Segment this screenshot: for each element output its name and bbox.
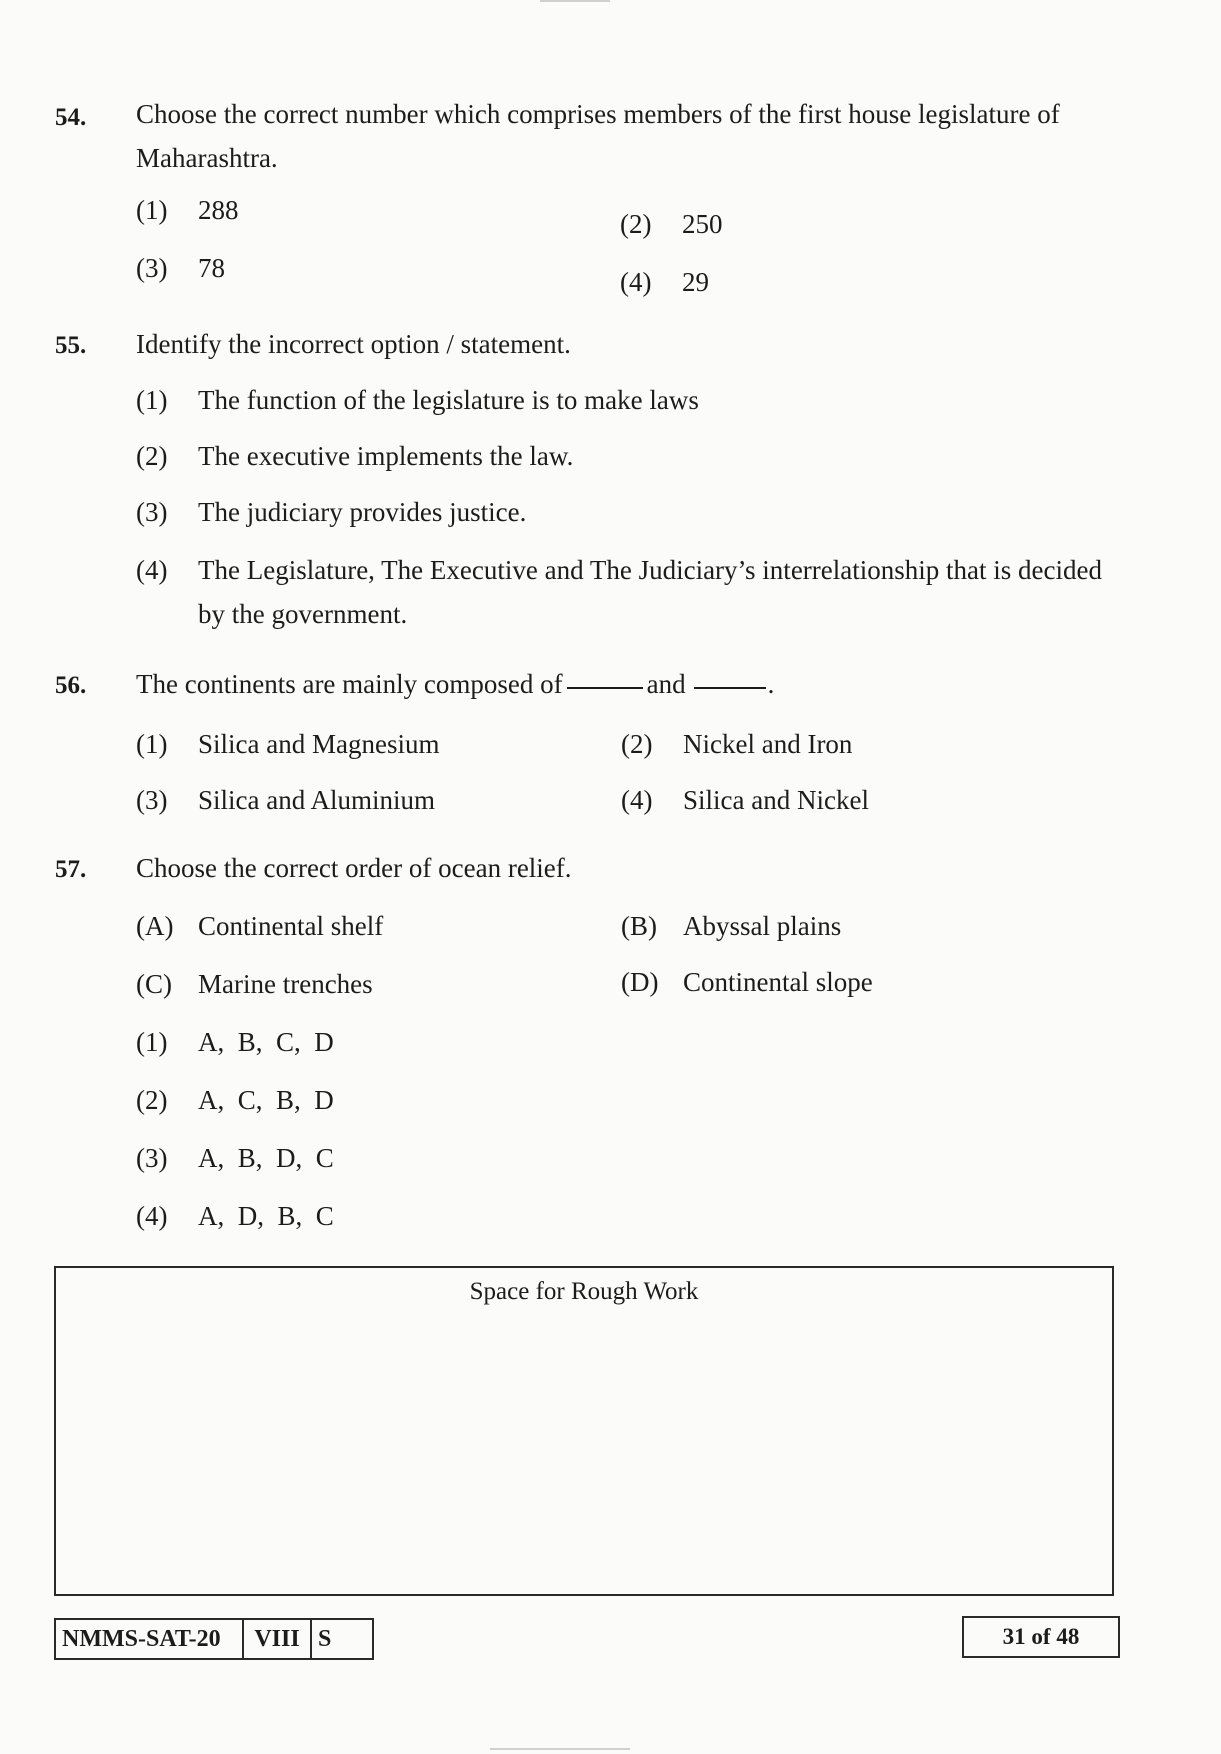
option-text: The judiciary provides justice. <box>198 497 527 527</box>
option-4[interactable] <box>136 1198 334 1234</box>
option-label: (1) <box>136 1027 168 1057</box>
option-text: Silica and Aluminium <box>198 785 435 815</box>
option-text: 250 <box>682 209 723 239</box>
question-number: 57. <box>55 856 87 883</box>
item-label: (A) <box>136 911 174 941</box>
item-label: (B) <box>621 911 657 941</box>
option-label: (4) <box>136 555 168 585</box>
option-text: The executive implements the law. <box>198 441 574 471</box>
item-text: Continental shelf <box>198 911 384 941</box>
option-label: (4) <box>620 267 652 297</box>
option-3[interactable] <box>136 494 526 530</box>
paper-code-box <box>54 1618 374 1660</box>
option-2[interactable] <box>621 726 852 762</box>
option-label: (1) <box>136 195 168 225</box>
option-2[interactable] <box>136 1082 334 1118</box>
option-label: (1) <box>136 385 168 415</box>
item-label: (C) <box>136 969 172 999</box>
option-label: (4) <box>136 1201 168 1231</box>
question-number: 55. <box>55 332 87 359</box>
item-a <box>136 908 383 944</box>
option-1[interactable] <box>136 1024 334 1060</box>
item-text: Continental slope <box>683 967 873 997</box>
option-label: (3) <box>136 253 168 283</box>
section-code: S <box>318 1625 332 1652</box>
rough-work-title: Space for Rough Work <box>469 1278 699 1305</box>
option-label: (1) <box>136 729 168 759</box>
option-1[interactable] <box>136 192 239 228</box>
option-text: A, B, C, D <box>198 1027 334 1057</box>
class-code: VIII <box>244 1620 312 1658</box>
option-label: (2) <box>136 441 168 471</box>
option-4[interactable] <box>621 782 869 818</box>
scan-artifact <box>540 0 610 2</box>
item-c <box>136 966 373 1002</box>
option-text: 78 <box>198 253 225 283</box>
page-number: 31 of 48 <box>962 1616 1120 1658</box>
answer-blank <box>694 687 766 689</box>
option-label: (3) <box>136 497 168 527</box>
option-1[interactable] <box>136 382 699 418</box>
option-text: A, B, D, C <box>198 1143 334 1173</box>
option-label: (3) <box>136 1143 168 1173</box>
option-text: The function of the legislature is to make laws <box>198 385 699 415</box>
question-text-start: The continents are mainly composed of <box>136 669 563 699</box>
option-2[interactable] <box>136 438 573 474</box>
question-number: 54. <box>55 104 87 131</box>
answer-blank <box>567 687 643 689</box>
option-text: 29 <box>682 267 709 297</box>
option-text: Silica and Magnesium <box>198 729 440 759</box>
option-3[interactable] <box>136 1140 334 1176</box>
option-3[interactable] <box>136 250 225 286</box>
item-label: (D) <box>621 967 659 997</box>
question-text: Choose the correct number which comprises members of the first house legislature of Maharashtra. <box>136 99 1060 173</box>
option-4[interactable] <box>620 264 709 300</box>
item-text: Abyssal plains <box>683 911 842 941</box>
option-text: The Legislature, The Executive and The Judiciary’s interrelationship that is decided by the government. <box>198 555 1102 629</box>
option-label: (2) <box>620 209 652 239</box>
option-label: (4) <box>621 785 653 815</box>
paper-code: NMMS-SAT-20 <box>56 1620 244 1658</box>
question-text-mid: and <box>646 669 686 699</box>
option-text: A, C, B, D <box>198 1085 334 1115</box>
option-label: (2) <box>136 1085 168 1115</box>
rough-work-box[interactable] <box>54 1266 1114 1596</box>
item-d <box>621 964 873 1000</box>
option-1[interactable] <box>136 726 439 762</box>
option-2[interactable] <box>620 206 723 242</box>
option-label: (3) <box>136 785 168 815</box>
item-text: Marine trenches <box>198 969 373 999</box>
option-text: Silica and Nickel <box>683 785 869 815</box>
option-3[interactable] <box>136 782 435 818</box>
question-text-end: . <box>767 669 775 699</box>
question-text <box>136 662 1116 706</box>
item-b <box>621 908 841 944</box>
question-number: 56. <box>55 672 87 699</box>
option-text: A, D, B, C <box>198 1201 334 1231</box>
question-text: Identify the incorrect option / statement. <box>136 329 571 359</box>
option-4[interactable] <box>136 552 1136 636</box>
option-text: Nickel and Iron <box>683 729 853 759</box>
question-text: Choose the correct order of ocean relief. <box>136 853 572 883</box>
option-text: 288 <box>198 195 239 225</box>
scan-artifact <box>490 1748 630 1750</box>
option-label: (2) <box>621 729 653 759</box>
